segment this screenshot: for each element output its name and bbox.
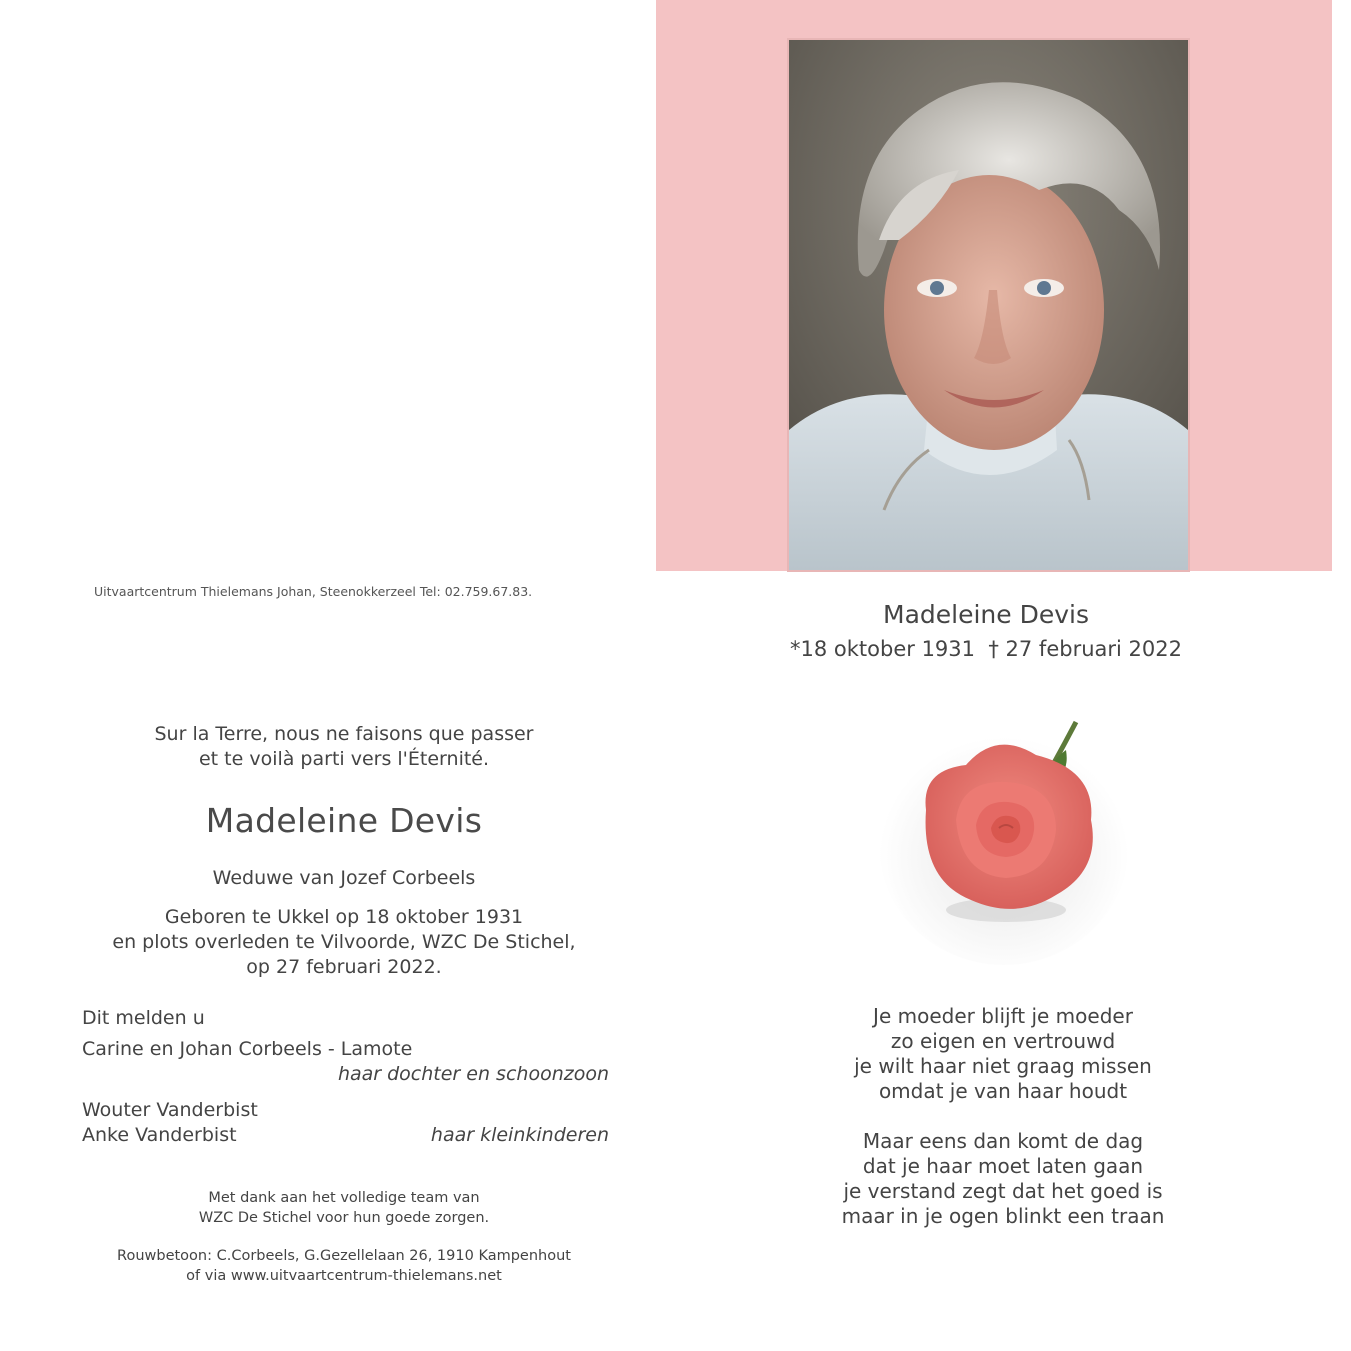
contact-line: Rouwbetoon: C.Corbeels, G.Gezellelaan 26, 1910 Kampenhout: [117, 1248, 571, 1264]
portrait-photo: [789, 40, 1188, 570]
grandchild-role: haar kleinkinderen: [430, 1124, 609, 1146]
announce-line: Dit melden u: [82, 1007, 205, 1029]
deceased-name: Madeleine Devis: [205, 801, 483, 840]
widow-line: Weduwe van Jozef Corbeels: [212, 867, 476, 889]
child-role: haar dochter en schoonzoon: [337, 1063, 609, 1085]
birth-line: op 27 februari 2022.: [246, 956, 442, 978]
grandchild-name: Anke Vanderbist: [82, 1124, 237, 1146]
birth-line: Geboren te Ukkel op 18 oktober 1931: [164, 906, 524, 928]
poem-line: je verstand zegt dat het goed is: [843, 1179, 1163, 1203]
quote: [80, 722, 608, 772]
child-names: Carine en Johan Corbeels - Lamote: [82, 1038, 413, 1060]
funeral-home-line: Uitvaartcentrum Thielemans Johan, Steenokkerzeel Tel: 02.759.67.83.: [94, 584, 533, 599]
thanks-note: [80, 1188, 608, 1228]
quote-line: Sur la Terre, nous ne faisons que passer: [154, 723, 534, 745]
contact-line: of via www.uitvaartcentrum-thielemans.net: [186, 1268, 502, 1284]
poem-line: Je moeder blijft je moeder: [873, 1004, 1133, 1028]
grandchild-name: Wouter Vanderbist: [82, 1099, 258, 1121]
life-dates: *18 oktober 1931 † 27 februari 2022: [790, 637, 1182, 661]
thanks-line: Met dank aan het volledige team van: [208, 1190, 480, 1206]
poem-line: Maar eens dan komt de dag: [862, 1129, 1144, 1153]
thanks-line: WZC De Stichel voor hun goede zorgen.: [198, 1210, 490, 1226]
birth-death-text: [80, 905, 608, 980]
quote-line: et te voilà parti vers l'Éternité.: [198, 748, 490, 770]
poem-line: dat je haar moet laten gaan: [862, 1154, 1144, 1178]
rose-image: [866, 710, 1146, 970]
poem-line: omdat je van haar houdt: [878, 1079, 1128, 1103]
poem-stanza-2: [800, 1129, 1206, 1229]
condolence-contact: [80, 1246, 608, 1286]
right-deceased-name: Madeleine Devis: [883, 600, 1089, 629]
poem-line: maar in je ogen blinkt een traan: [841, 1204, 1165, 1228]
poem-line: je wilt haar niet graag missen: [854, 1054, 1152, 1078]
birth-line: en plots overleden te Vilvoorde, WZC De Stichel,: [112, 931, 576, 953]
poem-stanza-1: [800, 1004, 1206, 1104]
poem-line: zo eigen en vertrouwd: [890, 1029, 1116, 1053]
